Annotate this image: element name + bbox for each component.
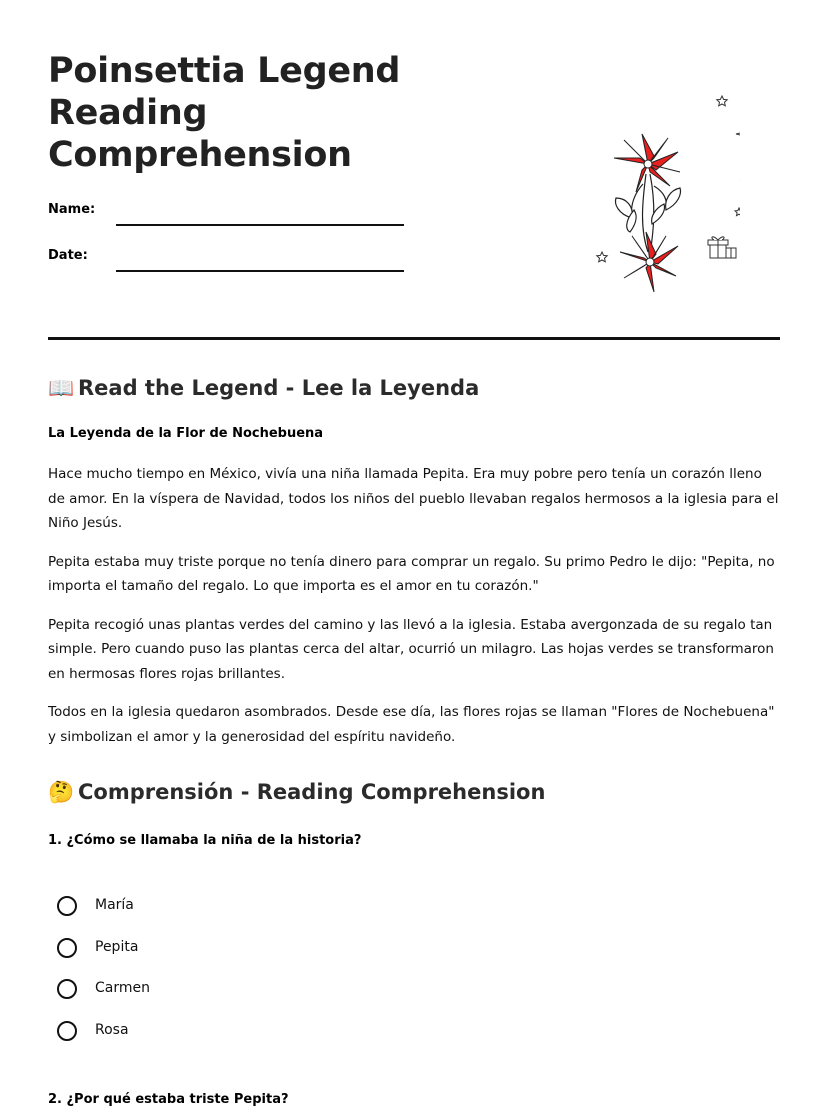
poinsettia-illustration: [590, 94, 740, 294]
option-label: Rosa: [95, 1021, 129, 1038]
question-1-options: [57, 894, 357, 1060]
worksheet-header: [48, 50, 780, 290]
answer-option[interactable]: [57, 936, 357, 978]
story-paragraph: Todos en la iglesia quedaron asombrados. Desde ese día, las flores rojas se llaman "Flores de Nochebuena" y simbolizan el amor y la generosidad del espíritu navideño.: [48, 704, 775, 745]
header-divider: [48, 337, 780, 340]
radio-button[interactable]: [57, 938, 77, 958]
question-2: 2. ¿Por qué estaba triste Pepita?: [48, 1092, 289, 1107]
sparkle-icon: [736, 118, 740, 150]
answer-option[interactable]: [57, 894, 357, 936]
leaf-icon: [616, 188, 681, 232]
story-title: La Leyenda de la Flor de Nochebuena: [48, 426, 324, 441]
name-write-line[interactable]: [116, 224, 404, 226]
poinsettia-icon: [620, 232, 678, 292]
radio-button[interactable]: [57, 1021, 77, 1041]
title-line-2: Reading: [48, 93, 208, 133]
worksheet-page: [48, 0, 780, 1118]
comprehension-heading-text: Comprensión - Reading Comprehension: [78, 780, 546, 804]
title-line-1: Poinsettia Legend: [48, 51, 401, 91]
comprehension-section-heading: [48, 778, 545, 806]
radio-button[interactable]: [57, 896, 77, 916]
name-label: Name:: [48, 202, 96, 217]
star-icon: [597, 252, 607, 262]
star-icon: [735, 208, 740, 216]
story-body: [48, 462, 780, 763]
answer-option[interactable]: [57, 977, 357, 1019]
read-heading-text: Read the Legend - Lee la Leyenda: [78, 376, 480, 400]
page-title: [48, 50, 428, 176]
date-label: Date:: [48, 248, 88, 263]
option-label: Carmen: [95, 980, 150, 996]
question-1: 1. ¿Cómo se llamaba la niña de la historia?: [48, 833, 362, 848]
answer-option[interactable]: [57, 1019, 357, 1061]
title-line-3: Comprehension: [48, 135, 352, 175]
story-paragraph: Pepita estaba muy triste porque no tenía dinero para comprar un regalo. Su primo Pedro le dijo: "Pepita, no importa el tamaño del regalo. Lo que importa es el amor en tu corazón.": [48, 553, 775, 594]
date-field: [48, 248, 408, 272]
story-paragraph: Hace mucho tiempo en México, vivía una niña llamada Pepita. Era muy pobre pero tenía un corazón lleno de amor. En la víspera de Navidad, todos los niños del pueblo llevaban regalos hermosos a la iglesia para el Niño Jesús.: [48, 466, 779, 531]
name-field: [48, 202, 408, 226]
poinsettia-icon: [614, 134, 680, 192]
option-label: María: [95, 897, 134, 913]
story-paragraph: Pepita recogió unas plantas verdes del camino y las llevó a la iglesia. Estaba avergonzada de su regalo tan simple. Pero cuando puso las plantas cerca del altar, ocurrió un milagro. Las hojas verdes se transformaron en hermosas flores rojas brillantes.: [48, 616, 774, 682]
radio-button[interactable]: [57, 979, 77, 999]
book-icon: 📖: [48, 376, 75, 400]
gift-icon: [708, 237, 736, 258]
option-label: Pepita: [95, 938, 139, 955]
star-icon: [717, 96, 727, 106]
date-write-line[interactable]: [116, 270, 404, 272]
read-section-heading: [48, 374, 479, 402]
thinking-face-icon: 🤔: [48, 780, 75, 804]
